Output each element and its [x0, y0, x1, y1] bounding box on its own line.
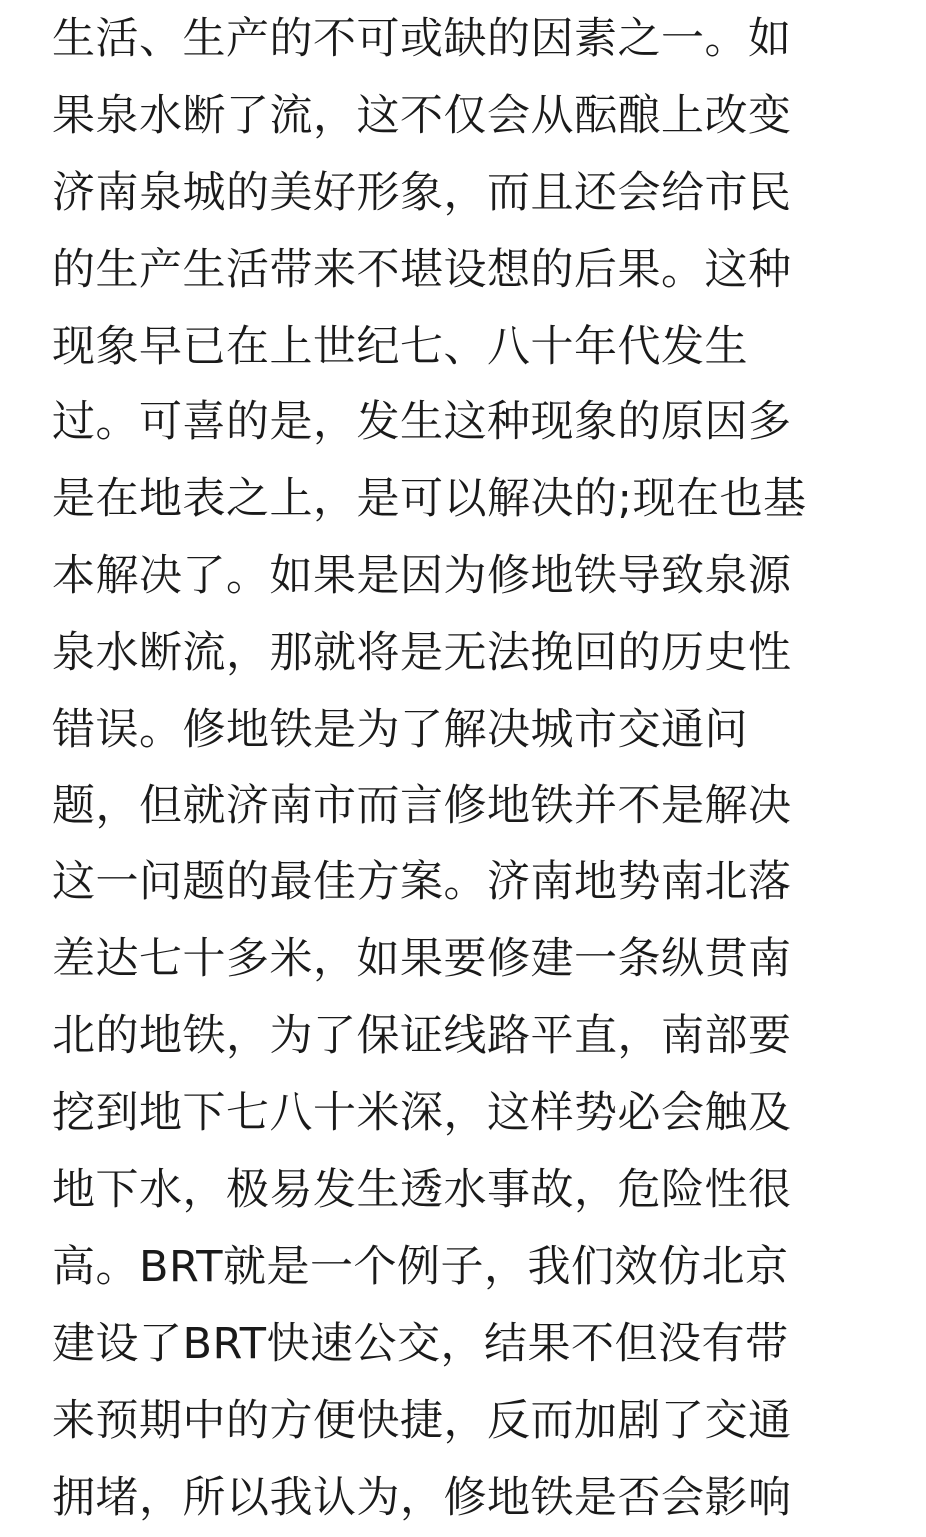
- text-line: 的生产生活带来不堪设想的后果。这种: [52, 245, 792, 295]
- text-line: 生活、生产的不可或缺的因素之一。如: [52, 14, 792, 64]
- text-line: 差达七十多米，如果要修建一条纵贯南: [52, 934, 792, 984]
- text-line: 题，但就济南市而言修地铁并不是解决: [52, 781, 792, 831]
- text-line: 北的地铁，为了保证线路平直，南部要: [52, 1011, 792, 1061]
- text-line: 现象早已在上世纪七、八十年代发生: [52, 322, 748, 372]
- text-line: 来预期中的方便快捷，反而加剧了交通: [52, 1396, 792, 1446]
- text-line: 济南泉城的美好形象，而且还会给市民: [52, 168, 792, 218]
- text-line: 高。BRT就是一个例子，我们效仿北京: [52, 1242, 789, 1292]
- text-line: 这一问题的最佳方案。济南地势南北落: [52, 857, 792, 907]
- text-line: 是在地表之上，是可以解决的;现在也基: [52, 474, 807, 524]
- text-line: 地下水，极易发生透水事故，危险性很: [52, 1165, 792, 1215]
- text-line: 过。可喜的是，发生这种现象的原因多: [52, 397, 792, 447]
- text-line: 本解决了。如果是因为修地铁导致泉源: [52, 551, 792, 601]
- text-line: 泉水断流，那就将是无法挽回的历史性: [52, 628, 792, 678]
- text-line: 建设了BRT快速公交，结果不但没有带: [52, 1319, 789, 1369]
- text-line: 拥堵，所以我认为，修地铁是否会影响: [52, 1473, 792, 1523]
- text-line: 挖到地下七八十米深，这样势必会触及: [52, 1088, 792, 1138]
- text-line: 果泉水断了流，这不仅会从酝酿上改变: [52, 91, 792, 141]
- text-line: 错误。修地铁是为了解决城市交通问: [52, 705, 748, 755]
